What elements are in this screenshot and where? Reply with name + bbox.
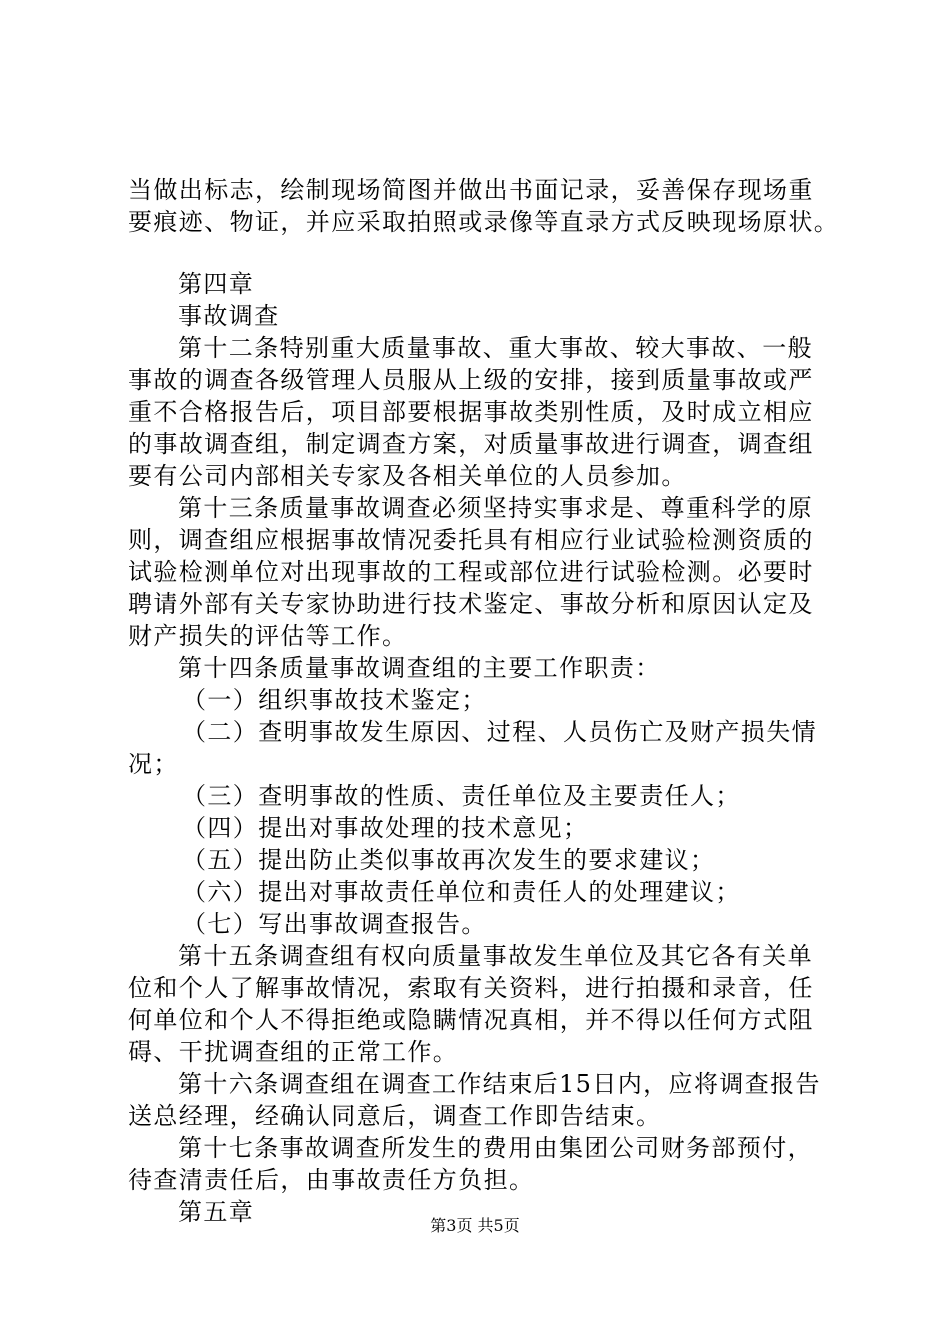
text-line: 要痕迹、物证，并应采取拍照或录像等直录方式反映现场原状。: [128, 208, 840, 236]
article-12-line: 重不合格报告后，项目部要根据事故类别性质，及时成立相应: [128, 398, 814, 426]
article-12-line: 事故的调查各级管理人员服从上级的安排，接到质量事故或严: [128, 366, 814, 394]
article-17-line: 待查清责任后，由事故责任方负担。: [128, 1166, 535, 1194]
article-15-line: 碍、干扰调查组的正常工作。: [128, 1038, 459, 1066]
article-12-line: 要有公司内部相关专家及各相关单位的人员参加。: [128, 462, 687, 490]
chapter-title: 事故调查: [178, 302, 280, 330]
article-16-line: 送总经理，经确认同意后，调查工作即告结束。: [128, 1102, 662, 1130]
article-15-line: 位和个人了解事故情况，索取有关资料，进行拍摄和录音，任: [128, 974, 814, 1002]
article-13-line: 财产损失的评估等工作。: [128, 622, 408, 650]
article-13-line: 聘请外部有关专家协助进行技术鉴定、事故分析和原因认定及: [128, 590, 814, 618]
article-13-line: 则，调查组应根据事故情况委托具有相应行业试验检测资质的: [128, 526, 814, 554]
list-item: （一）组织事故技术鉴定；: [182, 686, 487, 714]
page-number-footer: 第3页 共5页: [430, 1216, 520, 1235]
article-12-line: 第十二条特别重大质量事故、重大事故、较大事故、一般: [178, 334, 813, 362]
article-15-line: 第十五条调查组有权向质量事故发生单位及其它各有关单: [178, 942, 813, 970]
list-item: （三）查明事故的性质、责任单位及主要责任人；: [182, 782, 741, 810]
list-item: （七）写出事故调查报告。: [182, 910, 487, 938]
list-item: （二）查明事故发生原因、过程、人员伤亡及财产损失情: [182, 718, 817, 746]
chapter-heading: 第五章: [178, 1198, 255, 1226]
article-13-line: 第十三条质量事故调查必须坚持实事求是、尊重科学的原: [178, 494, 813, 522]
article-15-line: 何单位和个人不得拒绝或隐瞒情况真相，并不得以任何方式阻: [128, 1006, 814, 1034]
article-17-line: 第十七条事故调查所发生的费用由集团公司财务部预付，: [178, 1134, 813, 1162]
list-item: （六）提出对事故责任单位和责任人的处理建议；: [182, 878, 741, 906]
list-item-continued: 况；: [128, 750, 179, 778]
article-12-line: 的事故调查组，制定调查方案，对质量事故进行调查，调查组: [128, 430, 814, 458]
document-body: [128, 174, 838, 1228]
article-14-line: 第十四条质量事故调查组的主要工作职责：: [178, 654, 661, 682]
list-item: （四）提出对事故处理的技术意见；: [182, 814, 589, 842]
chapter-heading: 第四章: [178, 270, 255, 298]
article-16-line: 第十六条调查组在调查工作结束后15日内，应将调查报告: [178, 1070, 821, 1098]
list-item: （五）提出防止类似事故再次发生的要求建议；: [182, 846, 716, 874]
article-13-line: 试验检测单位对出现事故的工程或部位进行试验检测。必要时: [128, 558, 814, 586]
text-line: 当做出标志，绘制现场简图并做出书面记录，妥善保存现场重: [128, 176, 814, 204]
